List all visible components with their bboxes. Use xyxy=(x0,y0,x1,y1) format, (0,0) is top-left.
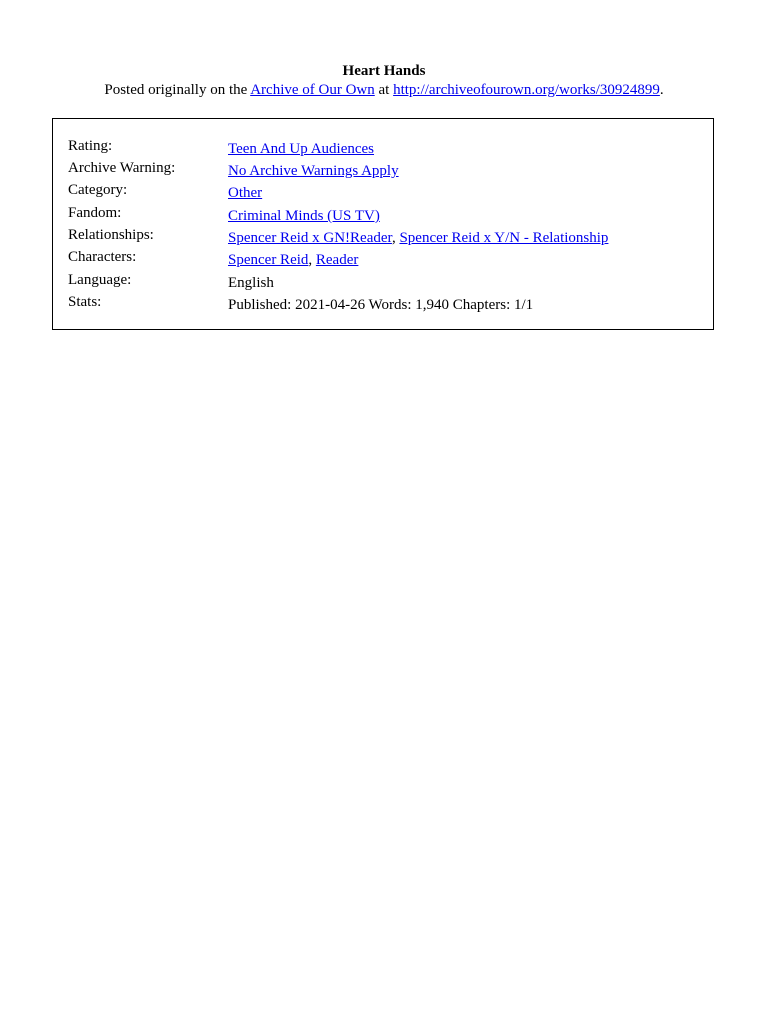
meta-row-relationships xyxy=(68,226,708,248)
work-metadata-box xyxy=(52,118,714,330)
character-link[interactable]: Spencer Reid xyxy=(228,252,309,268)
relationship-link[interactable]: Spencer Reid x GN!Reader xyxy=(228,230,392,246)
stats-value: Published: 2021-04-26 Words: 1,940 Chapters: 1/1 xyxy=(228,297,534,313)
category-label: Category: xyxy=(68,182,128,198)
posted-line xyxy=(0,81,768,100)
meta-row-rating xyxy=(68,137,708,159)
character-separator: , xyxy=(308,252,316,268)
meta-row-category xyxy=(68,181,708,203)
fandom-link[interactable]: Criminal Minds (US TV) xyxy=(228,208,380,224)
work-title: Heart Hands xyxy=(342,63,426,79)
at-text: at xyxy=(374,82,394,98)
meta-row-warning xyxy=(68,159,708,181)
relationship-link[interactable]: Spencer Reid x Y/N - Relationship xyxy=(399,230,609,246)
warning-link[interactable]: No Archive Warnings Apply xyxy=(228,163,399,179)
rating-label: Rating: xyxy=(68,138,113,154)
character-link[interactable]: Reader xyxy=(315,252,359,268)
work-url-link[interactable]: http://archiveofourown.org/works/30924899 xyxy=(393,82,660,98)
archive-link[interactable]: Archive of Our Own xyxy=(250,82,375,98)
stats-label: Stats: xyxy=(68,294,102,310)
posted-prefix: Posted originally on the xyxy=(104,82,251,98)
meta-row-stats xyxy=(68,293,708,315)
characters-label: Characters: xyxy=(68,249,137,265)
language-value: English xyxy=(228,275,274,291)
fandom-label: Fandom: xyxy=(68,205,122,221)
rating-link[interactable]: Teen And Up Audiences xyxy=(228,141,375,157)
posted-period: . xyxy=(659,82,664,98)
relationships-label: Relationships: xyxy=(68,227,154,243)
language-label: Language: xyxy=(68,272,132,288)
work-header xyxy=(0,62,768,100)
relationship-separator: , xyxy=(391,230,400,246)
warning-label: Archive Warning: xyxy=(68,160,176,176)
category-link[interactable]: Other xyxy=(228,185,263,201)
meta-row-language xyxy=(68,271,708,293)
meta-row-characters xyxy=(68,248,708,270)
meta-row-fandom xyxy=(68,204,708,226)
